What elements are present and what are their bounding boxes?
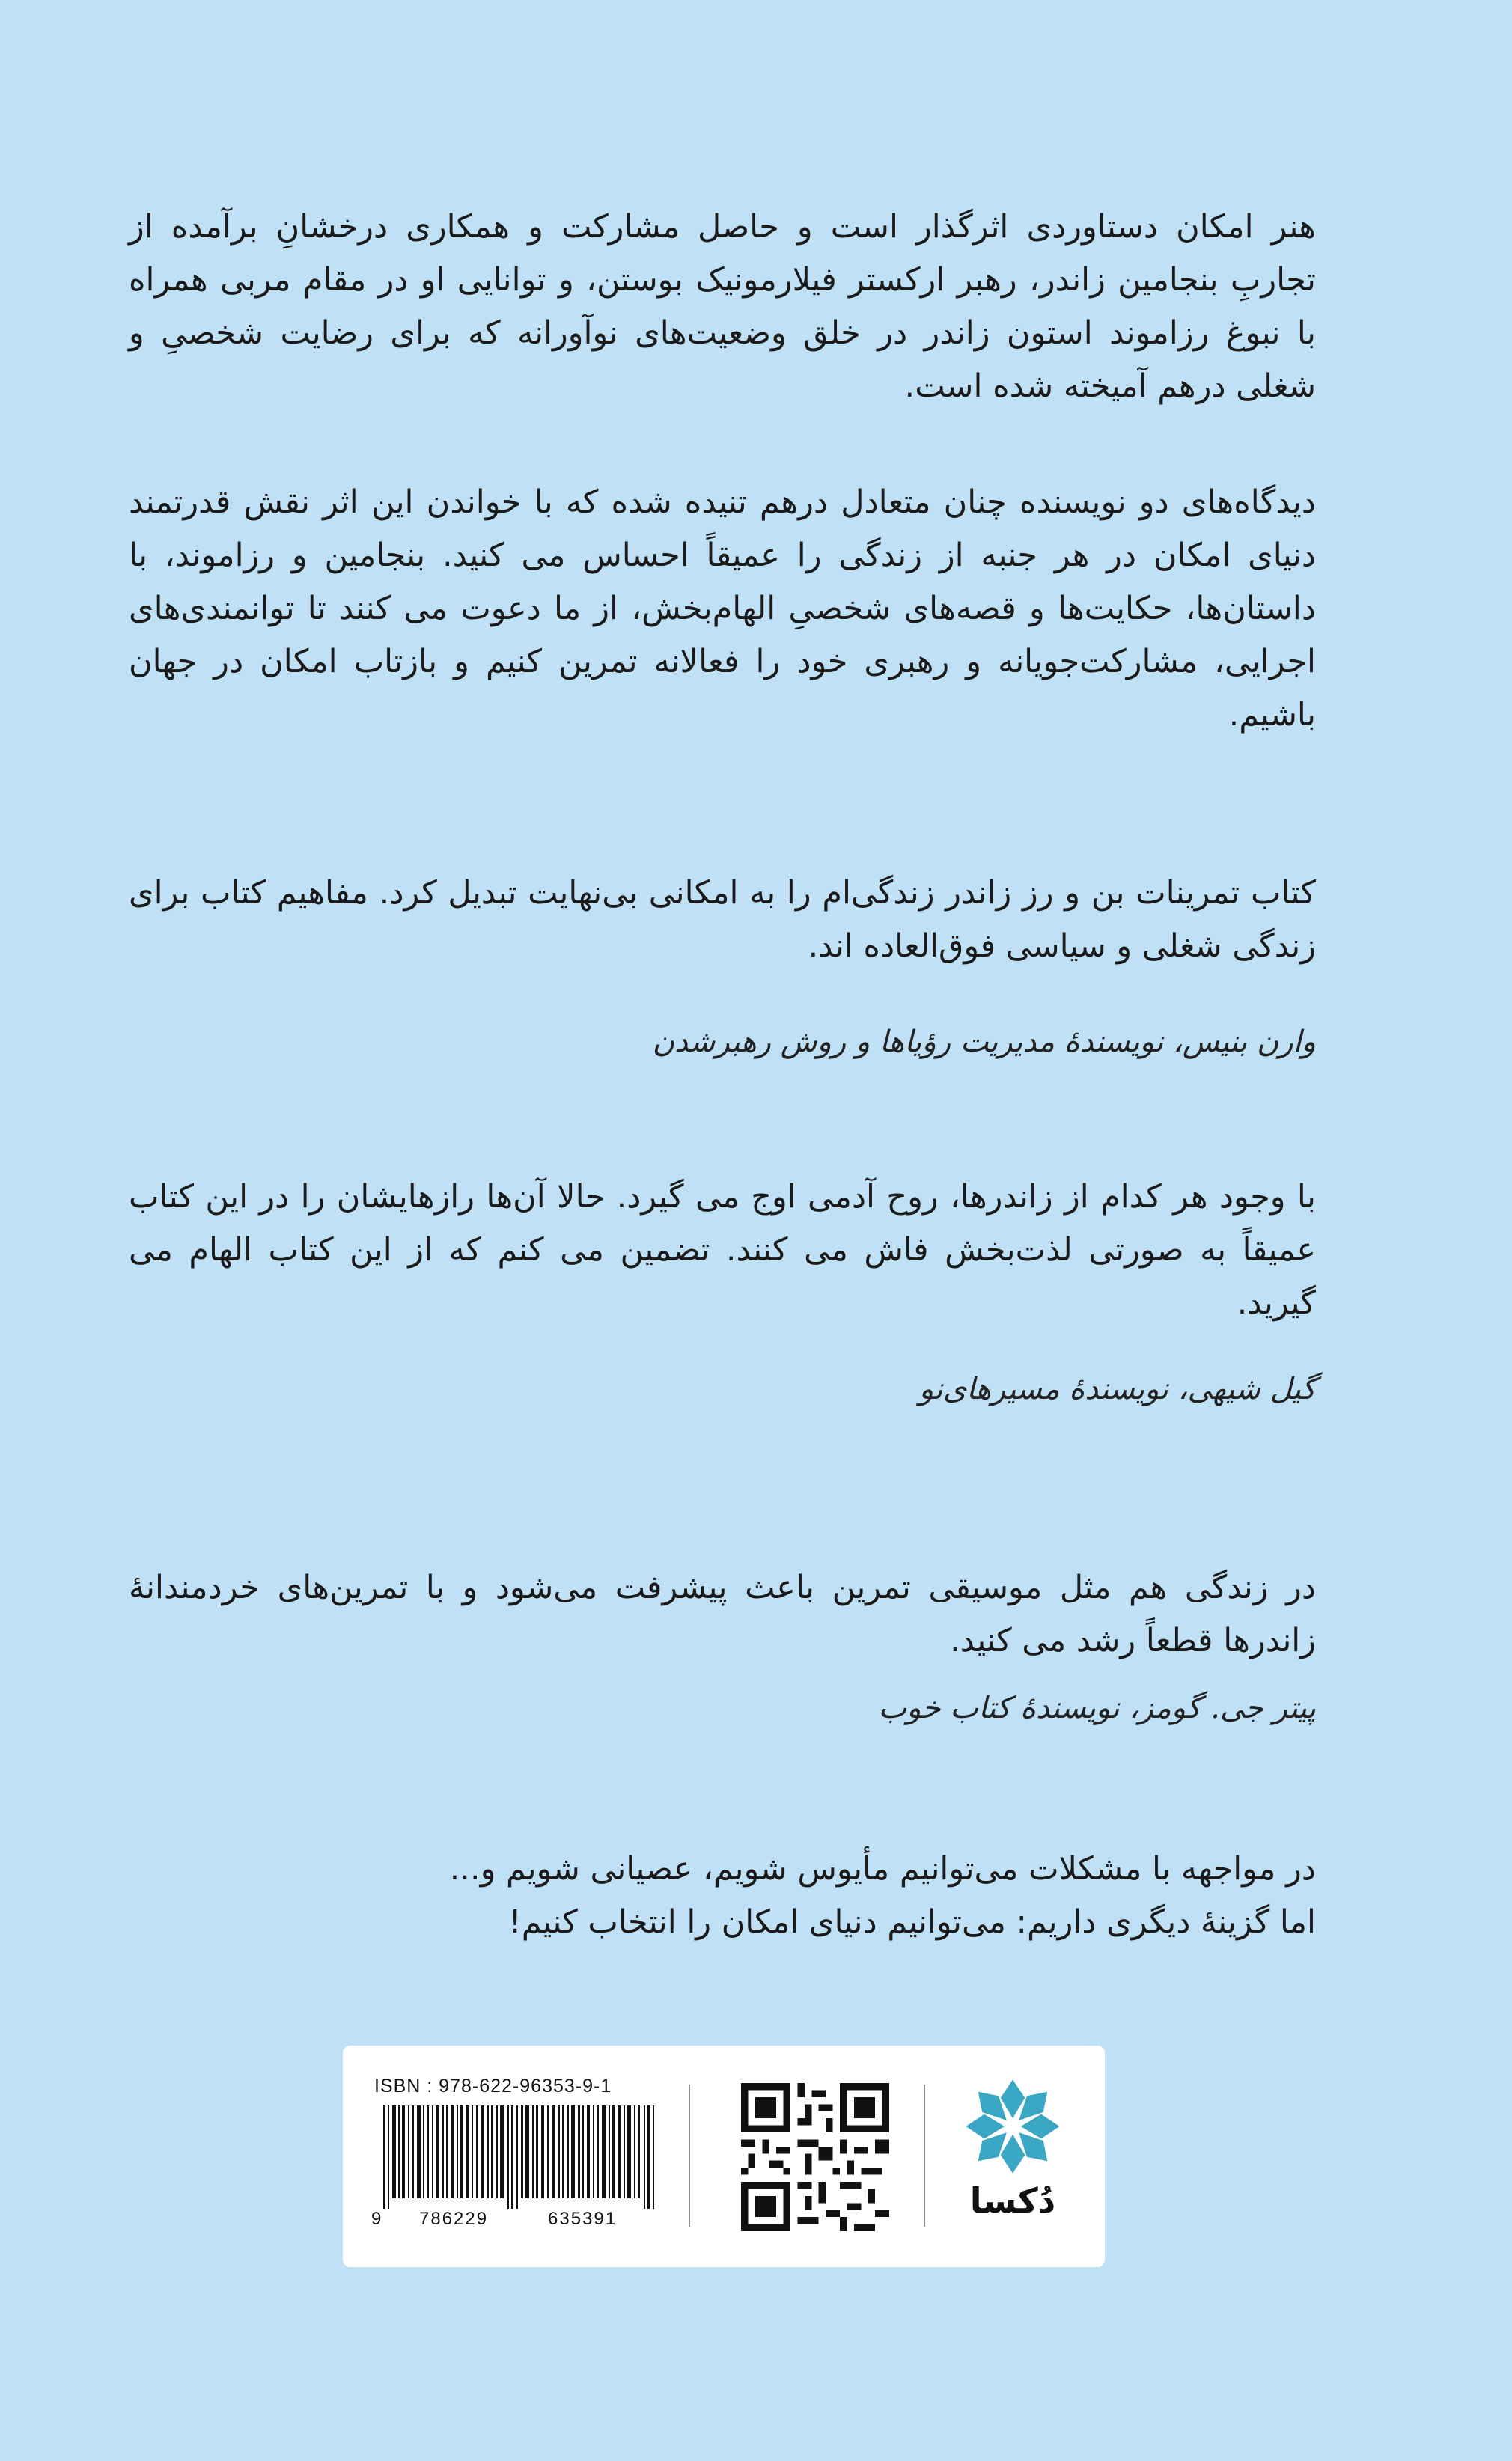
intro-paragraph-1: [129, 201, 1316, 413]
publisher-badge: [343, 2046, 1105, 2267]
endorsement-quote-2: [129, 1171, 1316, 1330]
barcode-digits-left: 786229: [419, 2209, 489, 2229]
publisher-logo: [942, 2068, 1084, 2248]
intro-paragraph-2: [129, 476, 1316, 742]
endorsement-quote-2-text: با وجود هر کدام از زاندرها، روح آدمی اوج می گیرد. حالا آن‌ها رازهایشان را در این کتاب عمیقاً به صورتی لذت‌بخش فاش می کنند. تضمین می کنم که از این کتاب الهام می گیرید.: [129, 1178, 1316, 1322]
intro-paragraph-2-text: دیدگاه‌های دو نویسنده چنان متعادل درهم تنیده شده که با خواندن این اثر نقش قدرتمند دنیای امکان در هر جنبه از زندگی را عمیقاً احساس می کنید. بنجامین و رزاموند، با داستان‌ها، حکایت‌ها و قصه‌های شخصیِ الهام‌بخش، از ما دعوت می کنند تا توانمندی‌های اجرایی، مشارکت‌جویانه و رهبری خود را فعالانه تمرین کنیم و بازتاب امکان در جهان باشیم.: [129, 484, 1316, 734]
barcode-digits-right: 635391: [548, 2209, 618, 2229]
endorsement-quote-1: [129, 867, 1316, 973]
endorsement-attribution-2: گیل شیهی، نویسندهٔ مسیرهای‌نو: [918, 1372, 1316, 1406]
intro-paragraph-1-text: هنر امکان دستاوردی اثرگذار است و حاصل مشارکت و همکاری درخشانِ برآمده از تجاربِ بنجامین زاندر، رهبر ارکستر فیلارمونیک بوستن، و توانایی او در مقام مربی همراه با نبوغ رزاموند استون زاندر در خلق وضعیت‌های نوآورانه که برای رضایت شخصیِ و شغلی درهم آمیخته شده است.: [129, 208, 1316, 405]
endorsement-attribution-1: وارن بنیس، نویسندهٔ مدیریت رؤیاها و روش رهبرشدن: [652, 1025, 1316, 1059]
isbn-label: ISBN : 978-622-96353-9-1: [374, 2076, 612, 2096]
barcode-digits: [371, 2209, 665, 2233]
closing-statement: [129, 1843, 1316, 1949]
endorsement-quote-1-text: کتاب تمرینات بن و رز زاندر زندگی‌ام را به امکانی بی‌نهایت تبدیل کرد. مفاهیم کتاب برای زندگی شغلی و سیاسی فوق‌العاده اند.: [129, 874, 1316, 965]
barcode-digit-lead: 9: [371, 2209, 382, 2229]
endorsement-quote-3-text: در زندگی هم مثل موسیقی تمرین باعث پیشرفت می‌شود و با تمرین‌های خردمندانهٔ زاندرها قطعاً رشد می کنید.: [129, 1569, 1316, 1659]
endorsement-attribution-3: پیتر جی. گومز، نویسندهٔ کتاب خوب: [878, 1691, 1316, 1725]
closing-line-1: در مواجهه با مشکلات می‌توانیم مأیوس شویم، عصیانی شویم و...: [449, 1850, 1316, 1888]
barcode-icon: [371, 2105, 665, 2209]
badge-divider: [689, 2085, 690, 2227]
flower-logo-icon: [962, 2076, 1064, 2177]
isbn-barcode: [371, 2076, 671, 2240]
publisher-name: دُکسا: [969, 2180, 1056, 2221]
qr-code-icon: [741, 2083, 889, 2231]
badge-divider: [924, 2085, 925, 2227]
endorsement-quote-3: [129, 1561, 1316, 1668]
closing-line-2: اما گزینهٔ دیگری داریم: می‌توانیم دنیای امکان را انتخاب کنیم!: [508, 1903, 1316, 1941]
